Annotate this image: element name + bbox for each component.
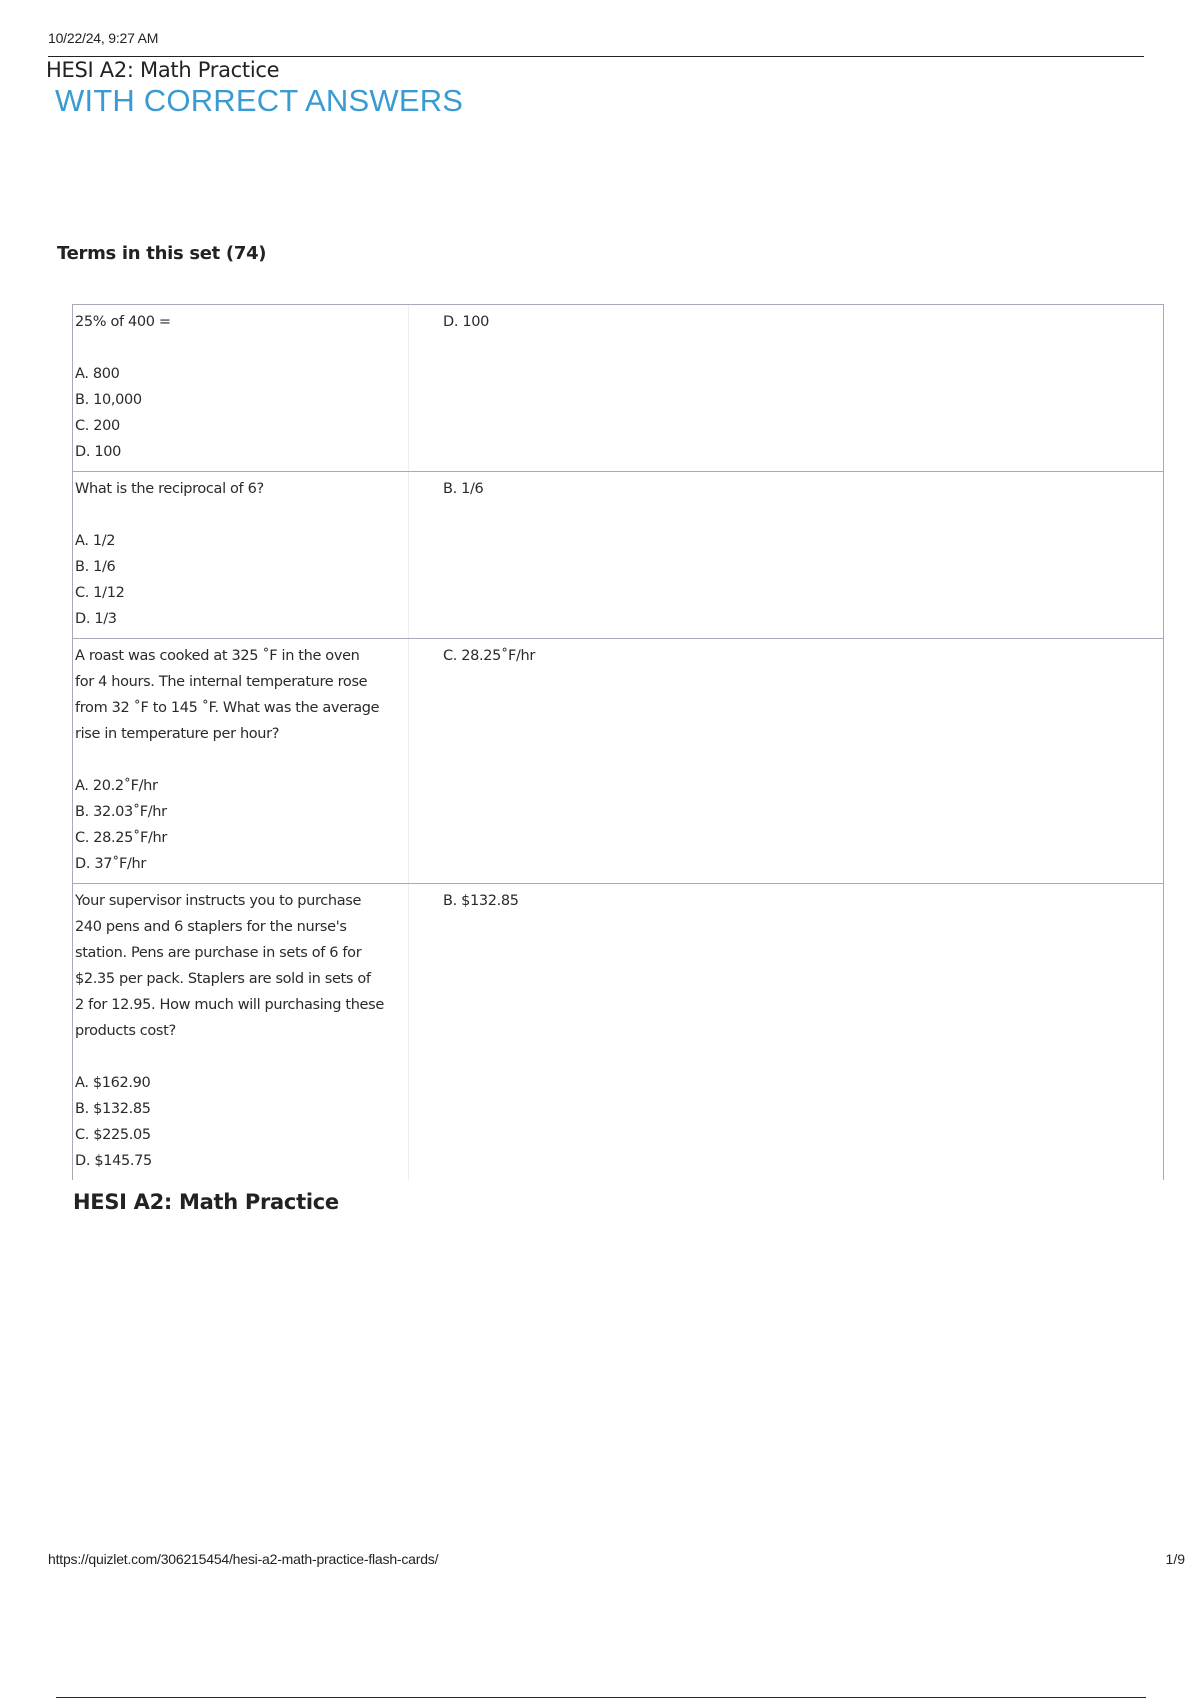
answer-option: A. 20.2˚F/hr — [75, 778, 158, 794]
answer-option: A. 1/2 — [75, 533, 116, 549]
answer-option: C. 200 — [75, 418, 120, 434]
flashcard-row — [73, 472, 1163, 639]
correct-answer: B. 1/6 — [443, 481, 484, 497]
question-text: station. Pens are purchase in sets of 6 for — [75, 945, 362, 961]
term-cell — [73, 305, 409, 471]
correct-answer: C. 28.25˚F/hr — [443, 648, 535, 664]
answer-option: A. $162.90 — [75, 1075, 151, 1091]
correct-answer: D. 100 — [443, 314, 489, 330]
question-text: 25% of 400 = — [75, 314, 171, 330]
definition-cell — [409, 884, 1163, 1180]
answer-option: C. 1/12 — [75, 585, 125, 601]
answer-option: D. 100 — [75, 444, 121, 460]
answer-option: A. 800 — [75, 366, 120, 382]
question-text: for 4 hours. The internal temperature rose — [75, 674, 368, 690]
page-number: 1/9 — [1165, 1551, 1185, 1567]
question-text: rise in temperature per hour? — [75, 726, 280, 742]
footer-url[interactable]: https://quizlet.com/306215454/hesi-a2-math-practice-flash-cards/ — [48, 1551, 439, 1567]
term-cell — [73, 639, 409, 883]
question-text: $2.35 per pack. Staplers are sold in sets of — [75, 971, 371, 987]
question-text: 2 for 12.95. How much will purchasing these — [75, 997, 384, 1013]
answer-option: D. 37˚F/hr — [75, 856, 146, 872]
answer-option: D. 1/3 — [75, 611, 117, 627]
answer-option: B. $132.85 — [75, 1101, 151, 1117]
question-spacer — [75, 1044, 408, 1070]
definition-cell — [409, 472, 1163, 638]
answer-option: B. 10,000 — [75, 392, 142, 408]
question-spacer — [75, 335, 408, 361]
answer-option: C. $225.05 — [75, 1127, 151, 1143]
answer-option: B. 32.03˚F/hr — [75, 804, 167, 820]
document-title: HESI A2: Math Practice — [46, 58, 280, 82]
question-text: Your supervisor instructs you to purchase — [75, 893, 362, 909]
document-subtitle: WITH CORRECT ANSWERS — [55, 83, 464, 118]
term-cell — [73, 884, 409, 1180]
flashcard-table — [72, 304, 1164, 1180]
flashcard-row — [73, 639, 1163, 884]
terms-heading: Terms in this set (74) — [57, 243, 267, 264]
question-text: What is the reciprocal of 6? — [75, 481, 264, 497]
header-divider — [48, 56, 1144, 57]
answer-option: D. $145.75 — [75, 1153, 152, 1169]
definition-cell — [409, 639, 1163, 883]
flashcard-row — [73, 884, 1163, 1180]
question-spacer — [75, 747, 408, 773]
question-text: products cost? — [75, 1023, 176, 1039]
question-text: A roast was cooked at 325 ˚F in the oven — [75, 648, 360, 664]
correct-answer: B. $132.85 — [443, 893, 519, 909]
answer-option: C. 28.25˚F/hr — [75, 830, 167, 846]
footer-divider — [56, 1697, 1146, 1698]
definition-cell — [409, 305, 1163, 471]
question-text: from 32 ˚F to 145 ˚F. What was the average — [75, 700, 380, 716]
print-date: 10/22/24, 9:27 AM — [48, 30, 159, 46]
flashcard-row — [73, 305, 1163, 472]
continuation-title: HESI A2: Math Practice — [73, 1190, 339, 1214]
term-cell — [73, 472, 409, 638]
answer-option: B. 1/6 — [75, 559, 116, 575]
question-spacer — [75, 502, 408, 528]
question-text: 240 pens and 6 staplers for the nurse's — [75, 919, 347, 935]
